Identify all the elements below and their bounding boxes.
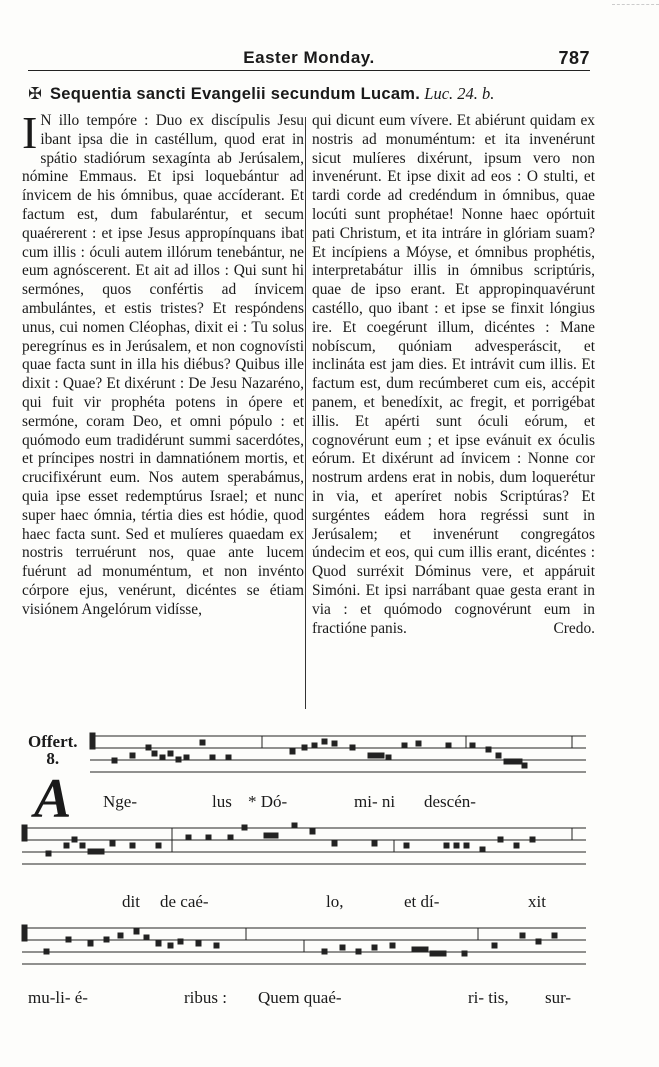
staff-2 (22, 823, 586, 864)
scripture-reference: Luc. 24. b. (424, 84, 495, 103)
lyric-syllable: lus (212, 792, 232, 811)
staff-3 (22, 925, 586, 964)
drop-cap-initial: I (22, 107, 38, 158)
lyric-syllable: * Dó- (248, 792, 288, 811)
offertory-title: Offert. (28, 732, 78, 751)
lyric-syllable: ribus : (184, 988, 227, 1007)
lyric-syllable: et dí- (404, 892, 440, 911)
cross-icon: ✠ (28, 84, 42, 103)
gospel-column-left (22, 107, 304, 620)
lyric-syllable: Quem quaé- (258, 988, 342, 1007)
page-number: 787 (558, 48, 590, 68)
lyric-syllable: de caé- (160, 892, 209, 911)
lyric-syllable: ri- tis, (468, 988, 509, 1007)
top-edge-rule (612, 0, 659, 5)
gospel-text-right: qui dicunt eum vívere. Et abiérunt quidam ex nostris ad monuméntum: et ita invenérunt sicut mulíeres dixérunt, ipsum vero non invenérunt. Et ipse dixit ad eos : O stulti, et tardi corde ad credéndum in ómnibus, quae locúti sunt prophétae! Nonne haec opórtuit pati Christum, et ita intráre in glóriam suam? Et incípiens a Móyse, et ómnibus prophétis, interpretabátur illis in ómnibus scriptúris, quae de ipso erant. Et appropinquavérunt castéllo, quo ibant : et ipse se finxit lóngius ire. Et coegérunt illum, dicéntes : Mane nobíscum, quóniam advesperáscit, et inclináta est jam dies. Et intrávit cum illis. Et factum est, dum recúmberet cum eis, accépit panem, et benedíxit, ac fregit, et porrigébat illis. Et apérti sunt óculi eórum, et cognovérunt eum ; et ipse evánuit ex óculis eórum. Et dixérunt ad ínvicem : Nonne cor nostrum ardens erat in nobis, dum loquerétur in via, et aperíret nobis Scriptúras? Et surgéntes eádem hora regréssi sunt in Jerúsalem; et invenérunt congregátos úndecim et eos, qui cum illis erant, dicéntes : Quod surréxit Dóminus vere, et appáruit Simóni. Et ipsi narrábant quae gesta erant in via : et quómodo cognovérunt eum in fractióne panis. (312, 112, 595, 637)
gospel-text-left: N illo tempóre : Duo ex discípulis Jesu ibant ipsa die in castéllum, quod erat in spátio stadiórum sexagínta ab Jerúsalem, nómine Emmaus. Et ipsi loquebántur ad ínvicem de his ómnibus, quae accíderant. Et factum est, dum fabularéntur, et secum quaérerent : et ipse Jesus appropínquans ibat cum illis : óculi autem illórum tenebántur, ne eum agnóscerent. Et ait ad illos : Qui sunt hi sermónes, quos confértis ad ínvicem ambulántes, et estis tristes? Et respóndens unus, cui nomen Cléophas, dixit ei : Tu solus peregrínus es in Jerúsalem, et non cognovísti quae facta sunt in illa his diébus? Quibus ille dixit : Quae? Et dixérunt : De Jesu Nazaréno, qui fuit vir prophéta potens in ópere et sermóne, coram Deo, et omni pópulo : et quómodo eum tradidérunt summi sacerdótes, et príncipes nostri in damnatiónem mortis, et crucifixérunt eum. Nos autem sperabámus, quia ipse esset redemptúrus Israel; et nunc super haec ómnia, tértia dies est hódie, quod haec facta sunt. Sed et mulíeres quaedam ex nostris terruérunt nos, quae ante lucem fuérunt ad monuméntum, et non invénto córpore ejus, venérunt, dicéntes se étiam visiónem Angelórum vidísse, (22, 112, 304, 618)
lyric-syllable: mi- ni (354, 792, 396, 811)
credo-label: Credo. (553, 619, 595, 637)
header-title: Easter Monday. (243, 48, 375, 67)
column-divider (305, 117, 306, 709)
lyric-syllable: sur- (545, 988, 572, 1007)
gospel-column-right (312, 112, 595, 638)
lyric-syllable: dit (122, 892, 140, 911)
rubric-text: Sequentia sancti Evangelii secundum Lucam. (49, 85, 421, 103)
lyric-syllable: xit (528, 892, 546, 911)
chant-initial: A (34, 768, 72, 830)
lyric-syllable: descén- (424, 792, 476, 811)
lyric-syllable: Nge- (103, 792, 137, 811)
running-header (28, 44, 590, 71)
offertory-number: 8. (46, 749, 60, 768)
staff-1 (90, 733, 586, 772)
lyric-syllable: mu-li- é- (28, 988, 88, 1007)
lyric-syllable: lo, (326, 892, 344, 911)
gospel-rubric (28, 84, 608, 104)
